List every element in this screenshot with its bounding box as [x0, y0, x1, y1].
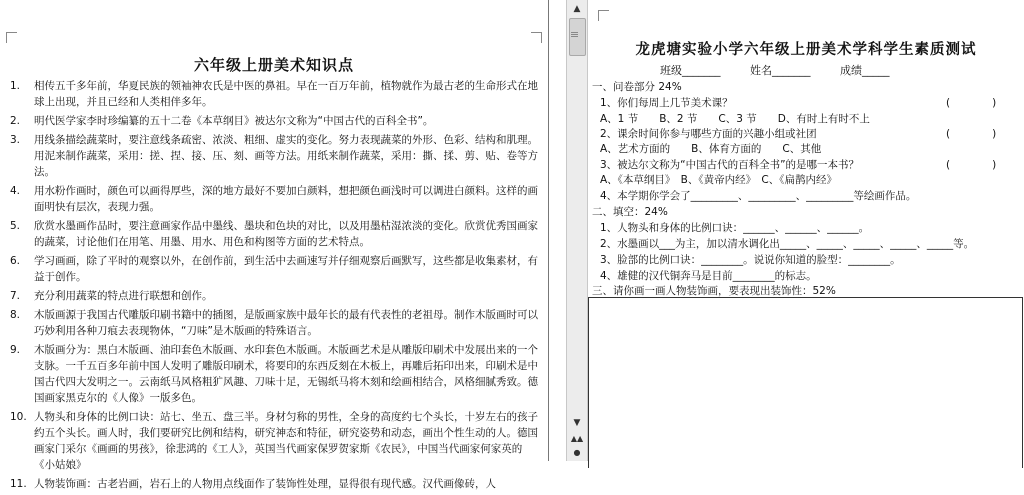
question-options: A、艺术方面的 B、体育方面的 C、其他: [600, 143, 822, 155]
scroll-grip-icon: [571, 32, 578, 38]
list-item: 10. 人物头和身体的比例口诀：站七、坐五、盘三半。身材匀称的男性，全身的高度约七个头长，十岁左右的孩子约五个头长。画人时，我们要研究比例和结构，研究神态和特征，研究姿势和动态，画出个性生动的人。德国画家门采尔《画画的男孩》，徐悲鸿的《工人》，英国当代画家保罗贺家斯《农民》，中国当代画家何家英的《小姑娘》: [10, 411, 538, 471]
fill-blank-item: 3、脸部的比例口诀：________。说说你知道的脸型：________。: [600, 254, 901, 266]
knowledge-points-list: [0, 78, 548, 495]
list-item: 4. 用水粉作画时，颜色可以画得厚些，深的地方最好不要加白颜料，想把颜色画浅时可以调进白颜料。这样的画面明快有层次，表现力强。: [10, 185, 538, 213]
previous-page-icon[interactable]: ▲▲: [570, 434, 584, 443]
fill-blank-item: 4、雄健的汉代铜奔马是目前________的标志。: [600, 270, 817, 282]
browse-object-icon[interactable]: ●: [573, 448, 581, 457]
list-item: 8. 木版画源于我国古代雕版印刷书籍中的插图，是版画家族中最年长的最有代表性的老祖母。制作木版画时可以巧妙利用各种刀痕去表现物体，“刀味”是木版画的特殊语言。: [10, 309, 538, 337]
right-document-page: [588, 0, 1024, 461]
page-corner-mark: [531, 32, 542, 43]
score-field: 成绩_____: [840, 64, 890, 77]
question-options: A、《本草纲目》 B、《黄帝内经》 C、《扁鹊内经》: [600, 174, 837, 186]
fill-blank-item: 2、水墨画以___为主，加以清水调化出_____、_____、_____、_____、_____等。: [600, 238, 975, 250]
list-item: 5. 欣赏水墨画作品时，要注意画家作品中墨线、墨块和色块的对比，以及用墨枯湿浓淡的变化。欣赏优秀国画家的蔬菜，讨论他们在用笔、用墨、用水、用色和构图等方面的艺术特点。: [10, 220, 538, 248]
question-text: 1、你们每周上几节美术课？: [600, 97, 733, 109]
drawing-area-box: [588, 297, 1023, 468]
list-item: 6. 学习画画，除了平时的观察以外，在创作前，到生活中去画速写并仔细观察后画默写，这些都是收集素材，有益于创作。: [10, 255, 538, 283]
student-info-row: [660, 62, 916, 78]
section-heading: 二、填空：24%: [592, 206, 668, 218]
answer-paren: ( ): [946, 97, 997, 109]
test-title: 龙虎塘实验小学六年级上册美术学科学生素质测试: [635, 42, 977, 58]
page-corner-mark: [6, 32, 17, 43]
scroll-up-icon[interactable]: ▲: [573, 4, 581, 14]
section-heading: 三、请你画一画人物装饰画，要表现出装饰性：52%: [592, 285, 836, 297]
question-text: 4、本学期你学会了_________、_________、_________等绘画作品。: [600, 190, 917, 202]
class-field: 班级_______: [660, 64, 721, 77]
list-item: 2. 明代医学家李时珍编纂的五十二卷《本草纲目》被达尔文称为“中国古代的百科全书”。: [10, 115, 434, 127]
fill-blank-item: 1、人物头和身体的比例口诀：______、______、______。: [600, 222, 870, 234]
question-text: 3、被达尔文称为“中国古代的百科全书”的是哪一本书？: [600, 159, 860, 171]
list-item: 9. 木版画分为：黑白木版画、油印套色木版画、水印套色木版画。木版画艺术是从雕版印刷术中发展出来的一个支脉。一千五百多年前中国人发明了雕版印刷术，将要印的东西反刻在木板上，再雕后拓印出来，印刷术是中国古代四大发明之一。云南纸马风格粗犷风趣、刀味十足，无锡纸马将木刻和绘画相结合，风格细腻秀致。德国画家黑克尔的《人像》一版多色。: [10, 344, 538, 404]
page-corner-mark: [598, 10, 609, 21]
answer-paren: ( ): [946, 128, 997, 140]
scroll-down-icon[interactable]: ▼: [573, 418, 581, 428]
list-item: 1. 相传五千多年前，华夏民族的领袖神农氏是中医的鼻祖。早在一百万年前，植物就作为最古老的生命形式在地球上出现，并且已经和人类相伴多年。: [10, 80, 538, 108]
pane-divider: [548, 0, 549, 461]
list-item: 11. 人物装饰画：古老岩画，岩石上的人物用点线面作了装饰性处理，显得很有现代感。汉代画像砖，人: [10, 478, 496, 490]
section-heading: 一、问卷部分 24%: [592, 81, 682, 93]
list-item: 7. 充分利用蔬菜的特点进行联想和创作。: [10, 290, 213, 302]
list-item: 3. 用线条描绘蔬菜时，要注意线条疏密、浓淡、粗细、虚实的变化。努力表现蔬菜的外形、色彩、结构和肌理。用泥来制作蔬菜，采用：搓、捏、接、压、刻、画等方法。用纸来制作蔬菜，采用：撕、揉、剪、贴、卷等方法。: [10, 134, 538, 178]
vertical-scrollbar[interactable]: [566, 0, 588, 461]
question-options: A、1 节 B、2 节 C、3 节 D、有时上有时不上: [600, 113, 870, 125]
question-text: 2、课余时间你参与哪些方面的兴趣小组或社团: [600, 128, 817, 140]
name-field: 姓名_______: [750, 64, 811, 77]
answer-paren: ( ): [946, 159, 997, 171]
page-title: 六年级上册美术知识点: [193, 56, 354, 74]
